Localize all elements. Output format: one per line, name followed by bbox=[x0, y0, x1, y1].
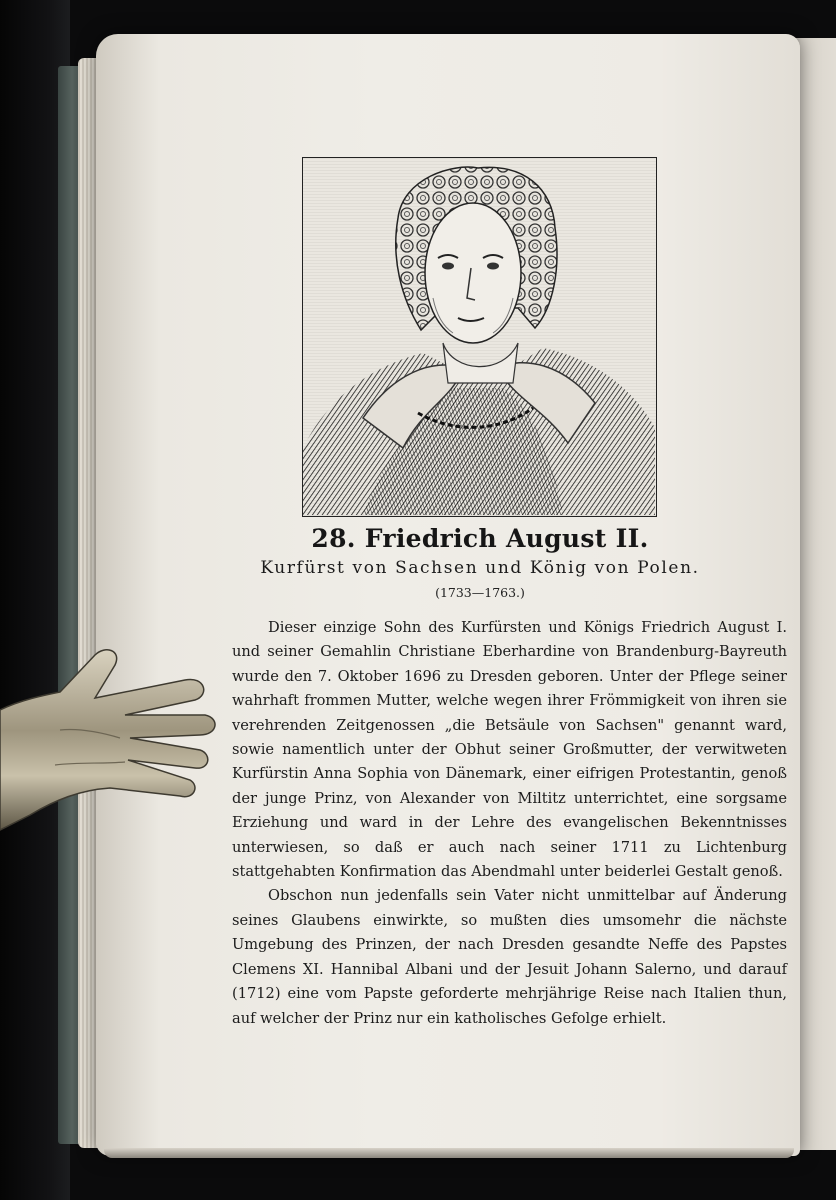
chapter-title: 28. Friedrich August II. bbox=[311, 524, 649, 553]
paragraph: Obschon nun jedenfalls sein Vater nicht unmittelbar auf Änderung seines Glaubens einwirkte, so mußten dies umsomehr die nächste Umgebung des Prinzen, der nach Dresden gesandte Neffe des Papstes Clemens XI. Hannibal Albani und der Jesuit Johann Salerno, und darauf (1712) eine vom Papste geforderte mehrjährige Reise nach Italien thun, auf welcher der Prinz nur ein katholisches Gefolge erhielt. bbox=[232, 887, 787, 1027]
metal-hand-bookmark bbox=[0, 640, 220, 860]
page-bottom-edge bbox=[104, 1148, 794, 1158]
chapter-subtitle: Kurfürst von Sachsen und König von Polen. bbox=[260, 558, 700, 578]
reign-years: (1733—1763.) bbox=[435, 585, 525, 600]
portrait-engraving bbox=[302, 157, 657, 517]
body-text bbox=[232, 616, 787, 1031]
paragraph: Dieser einzige Sohn des Kurfürsten und Königs Friedrich August I. und seiner Gemahlin Christiane Eberhardine von Brandenburg-Bayreuth wurde den 7. Oktober 1696 zu Dresden geboren. Unter der Pflege seiner wahrhaft frommen Mutter, welche wegen ihrer Frömmigkeit von ihren sie verehrenden Zeitgenossen „die Betsäule von Sachsen" genannt ward, sowie namentlich unter der Obhut seiner Großmutter, der verwitweten Kurfürstin Anna Sophia von Dänemark, einer eifrigen Protestantin, genoß der junge Prinz, von Alexander von Miltitz unterrichtet, eine sorgsame Erziehung und ward in der Lehre des evangelischen Bekenntnisses unterwiesen, so daß er auch nach seiner 1711 zu Lichtenburg stattgehabten Konfirmation das Abendmahl unter beiderlei Gestalt genoß. bbox=[232, 619, 787, 881]
